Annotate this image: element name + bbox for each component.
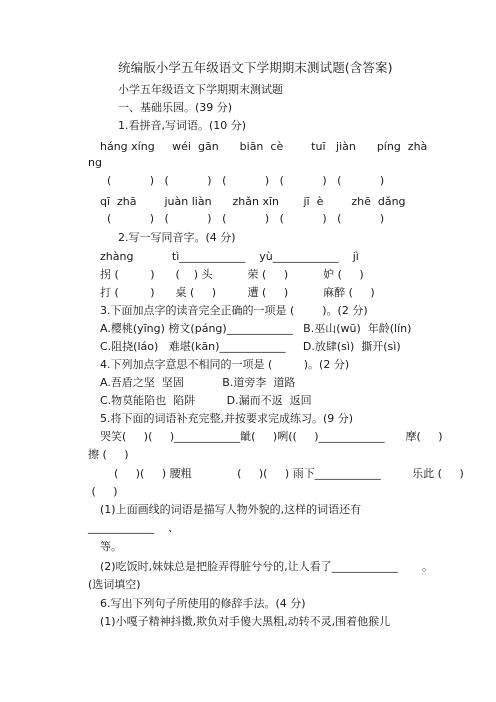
idiom-row-2-wrap: ( )	[88, 485, 118, 498]
question-5-heading: 5.将下面的词语补充完整,并按要求完成练习。(9 分)	[100, 412, 354, 425]
homophone-row-2: 打 ( ) 桌 ( ) 遭 ( ) 麻醉 ( )	[100, 286, 375, 299]
subquestion-2: (2)吃饭时,妹妹总是把脸弄得脏兮兮的,让人看了____________ 。	[100, 560, 434, 573]
question-1-heading: 1.看拼音,写词语。(10 分)	[118, 119, 247, 132]
homophone-pinyin-row: zhàng tì____________ yù____________ jì	[100, 250, 359, 263]
pinyin-row-1-wrap: ng	[88, 156, 102, 169]
idiom-row-1: 哭笑( )( )____________龇( )咧(( )____________ 摩( )	[100, 430, 443, 443]
document-title: 统编版小学五年级语文下学期期末测试题(含答案)	[118, 60, 393, 75]
question-6-item-1: (1)小嘎子精神抖擞,欺负对手傻大黑粗,动转不灵,围着他猴儿	[100, 615, 391, 628]
answer-blanks-row-2: ( ) ( ) ( ) ( ) ( )	[100, 212, 385, 225]
answer-blanks-row-1: ( ) ( ) ( ) ( ) ( )	[100, 174, 385, 187]
subtitle: 小学五年级语文下学期期末测试题	[118, 83, 283, 96]
question-3-option-cd: C.阻挠(láo) 难堪(kān)____________ D.放肆(sì) 撕开(sì)	[100, 340, 401, 353]
subquestion-1-end: 等。	[100, 540, 122, 553]
homophone-row-1: 拐 ( ) ( ) 头 荣 ( ) 妒 ( )	[100, 268, 364, 281]
question-4-option-ab: A.吾盾之坚 坚固 B.道旁李 道路	[100, 376, 296, 389]
idiom-row-2: ( )( ) 腰粗 ( )( ) 雨下____________ 乐此 ( )	[100, 467, 464, 480]
pinyin-row-1: háng xíng wéi gān biān cè tuī jiàn píng zhà	[100, 140, 428, 153]
question-2-heading: 2.写一写同音字。(4 分)	[118, 231, 236, 244]
question-3-heading: 3.下面加点字的读音完全正确的一项是 ( )。(2 分)	[100, 304, 368, 317]
question-6-heading: 6.写出下列句子所使用的修辞手法。(4 分)	[100, 597, 306, 610]
question-3-option-ab: A.樱桃(yīng) 榜文(páng)____________ B.巫山(wū) 年龄(lín)	[100, 322, 412, 335]
question-4-option-cd: C.物莫能陷也 陷阱 D.漏而不返 返回	[100, 394, 312, 407]
subquestion-2-note: (选词填空)	[88, 578, 141, 591]
section-heading: 一、基础乐园。(39 分)	[118, 101, 233, 114]
pinyin-row-2: qī zhā juàn liàn zhǎn xīn jī è zhē dǎng	[100, 195, 406, 208]
idiom-row-1-wrap: 擦 ( )	[88, 448, 129, 461]
subquestion-1-blank: ____________ 、	[88, 521, 179, 534]
subquestion-1: (1)上面画线的词语是描写人物外貌的,这样的词语还有	[100, 503, 362, 516]
question-4-heading: 4.下列加点字意思不相同的一项是 ( )。(2 分)	[100, 358, 350, 371]
